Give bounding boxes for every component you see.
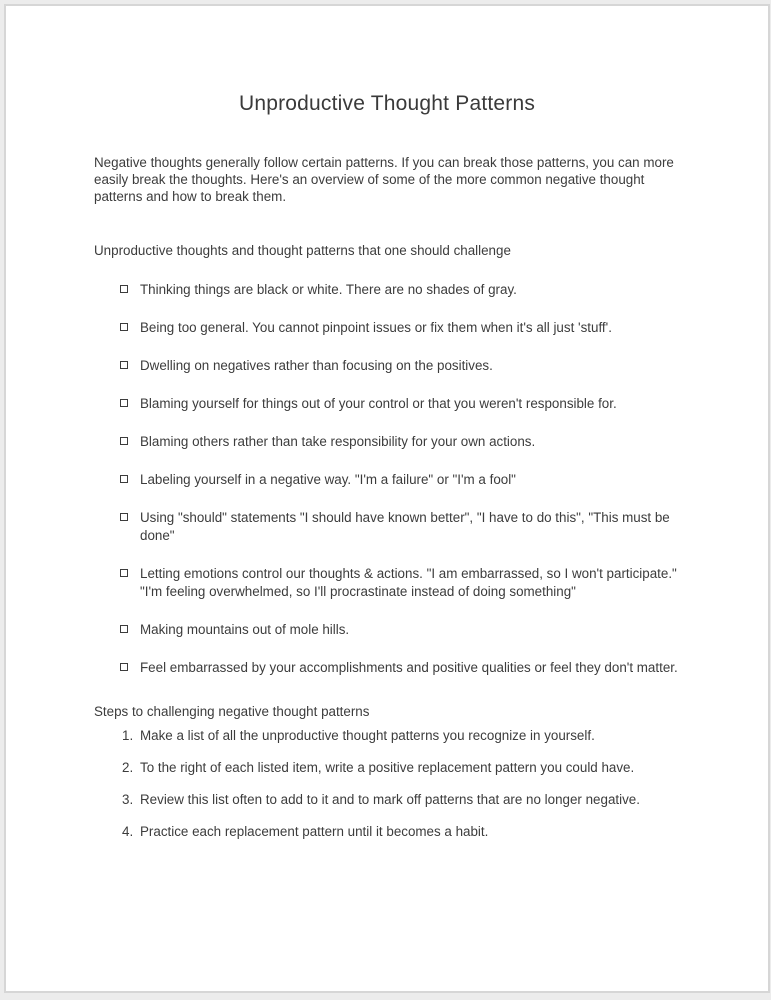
checkbox-icon: [120, 663, 128, 671]
list-item: [120, 659, 680, 677]
checkbox-icon: [120, 437, 128, 445]
document-title: Unproductive Thought Patterns: [238, 92, 536, 115]
list-item: [120, 509, 680, 545]
list-item-text: Using "should" statements "I should have known better", "I have to do this", "This must be done": [140, 510, 670, 543]
steps-list: [94, 727, 680, 841]
list-item: [120, 395, 680, 413]
list-item-text: Making mountains out of mole hills.: [140, 622, 350, 637]
document-page: [4, 4, 770, 993]
list-item: [120, 433, 680, 451]
list-item-text: To the right of each listed item, write a positive replacement pattern you could have.: [140, 760, 635, 775]
list-item: [122, 823, 678, 841]
steps-section-heading: Steps to challenging negative thought patterns: [94, 704, 370, 719]
list-item-text: Dwelling on negatives rather than focusing on the positives.: [140, 358, 493, 373]
intro-paragraph: Negative thoughts generally follow certain patterns. If you can break those patterns, you can more easily break the thoughts. Here's an overview of some of the more common negative thought patterns and how to break them.: [94, 155, 674, 204]
list-item-text: Make a list of all the unproductive thought patterns you recognize in yourself.: [140, 728, 595, 743]
challenge-section-heading: Unproductive thoughts and thought patterns that one should challenge: [94, 243, 511, 258]
list-item: [122, 791, 678, 809]
list-item: [120, 319, 680, 337]
checkbox-icon: [120, 285, 128, 293]
list-item: [120, 471, 680, 489]
list-item-text: Being too general. You cannot pinpoint issues or fix them when it's all just 'stuff'.: [140, 320, 612, 335]
list-item-text: Practice each replacement pattern until it becomes a habit.: [140, 824, 489, 839]
list-item-text: Review this list often to add to it and to mark off patterns that are no longer negative.: [140, 792, 640, 807]
list-item-number: 2.: [122, 760, 134, 775]
list-item: [122, 727, 678, 745]
checkbox-icon: [120, 399, 128, 407]
list-item-text: Labeling yourself in a negative way. "I'm a failure" or "I'm a fool": [140, 472, 516, 487]
checkbox-icon: [120, 475, 128, 483]
challenge-list: [94, 281, 680, 677]
list-item: [120, 565, 680, 601]
checkbox-icon: [120, 513, 128, 521]
list-item: [122, 759, 678, 777]
list-item-text: Thinking things are black or white. There are no shades of gray.: [140, 282, 517, 297]
checkbox-icon: [120, 569, 128, 577]
list-item-text: Letting emotions control our thoughts & actions. "I am embarrassed, so I won't participate." "I'm feeling overwhelmed, so I'll procrastinate instead of doing something": [140, 566, 677, 599]
list-item-text: Blaming others rather than take responsibility for your own actions.: [140, 434, 536, 449]
list-item-number: 4.: [122, 824, 134, 839]
checkbox-icon: [120, 361, 128, 369]
list-item-number: 1.: [122, 728, 134, 743]
list-item: [120, 281, 680, 299]
checkbox-icon: [120, 323, 128, 331]
list-item-text: Blaming yourself for things out of your control or that you weren't responsible for.: [140, 396, 617, 411]
list-item: [120, 357, 680, 375]
list-item-number: 3.: [122, 792, 134, 807]
list-item-text: Feel embarrassed by your accomplishments and positive qualities or feel they don't matter.: [140, 660, 678, 675]
checkbox-icon: [120, 625, 128, 633]
list-item: [120, 621, 680, 639]
